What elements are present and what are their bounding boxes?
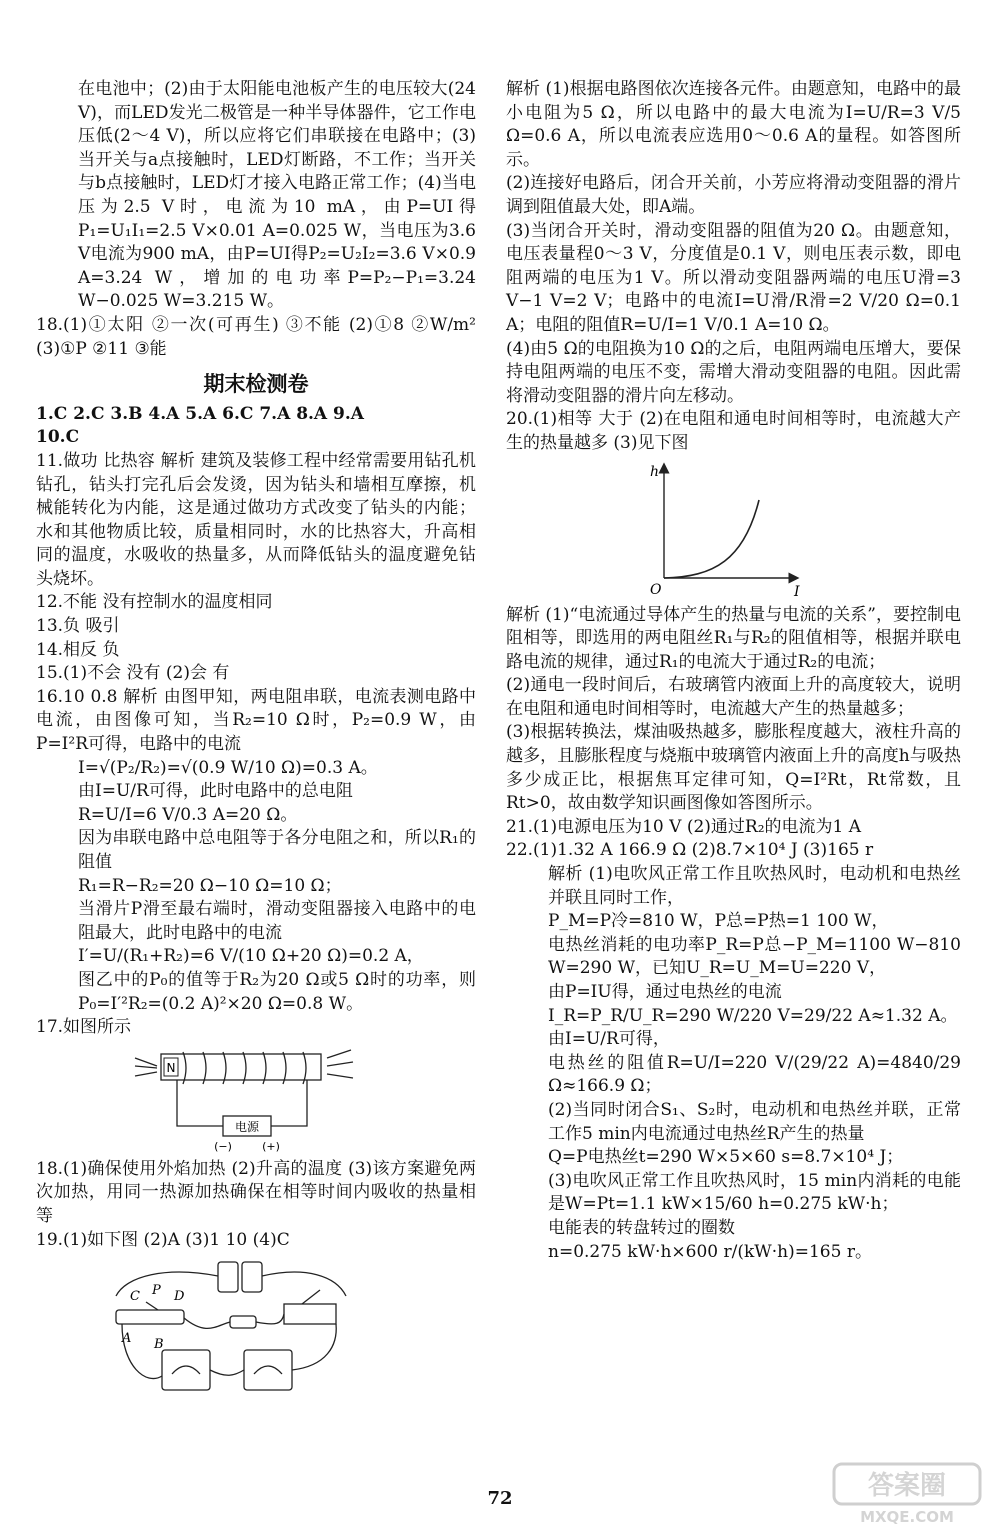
- answer-19: 19.(1)如下图 (2)A (3)1 10 (4)C: [36, 1229, 290, 1250]
- x-axis-label: I: [793, 583, 800, 600]
- answer-17: 17.如图所示: [36, 1017, 132, 1038]
- analysis-19-1: 解析 (1)根据电路图依次连接各元件。由题意知，电路中的最小电阻为5 Ω，所以电路中的最大电流为I=U/R=3 V/5 Ω=0.6 A，所以电流表应选用0～0.6 A的量程。如答图所示。: [506, 79, 961, 170]
- origin-label: O: [649, 581, 661, 598]
- section-heading: 期末检测卷: [203, 372, 309, 397]
- formula-line: n=0.275 kW·h×600 r/(kW·h)=165 r。: [548, 1241, 872, 1262]
- formula-line: 电热丝的阻值R=U/I=220 V/(29/22 A)=4840/29 Ω≈166.9 Ω；: [548, 1052, 961, 1097]
- answer-11: 11.做功 比热容 解析 建筑及装修工程中经常需要用钻孔机钻孔，钻头打完孔后会发烫，因为钻头和墙相互摩擦，机械能转化为内能，这是通过做功方式改变了钻头的内能；水和其他物质比较，质量相同时，水的比热容大，升高相同的温度，水吸收的热量多，从而降低钻头的温度避免钻头烧坏。: [36, 450, 476, 589]
- source-label: 电源: [234, 1119, 260, 1134]
- formula-line: I′=U/(R₁+R₂)=6 V/(10 Ω+20 Ω)=0.2 A，: [78, 946, 424, 967]
- solenoid-figure: [131, 1044, 381, 1154]
- analysis-20-1: 解析 (1)“电流通过导体产生的热量与电流的关系”，要控制电阻相等，即选用的两电阻丝R₁与R₂的阻值相等，根据并联电路电流的规律，通过R₁的电流大于通过R₂的电流；: [506, 604, 961, 672]
- analysis-22: 解析 (1)电吹风正常工作且吹热风时，电动机和电热丝并联且同时工作，: [548, 864, 961, 908]
- terminal-c-label: C: [130, 1289, 140, 1305]
- answer-15: 15.(1)不会 没有 (2)会 有: [36, 663, 230, 684]
- text-line: 当滑片P滑至最右端时，滑动变阻器接入电路中的电阻最大，此时电路中的电流: [78, 899, 476, 943]
- answer-22: 22.(1)1.32 A 166.9 Ω (2)8.7×10⁴ J (3)165 r: [506, 840, 874, 861]
- answer-14: 14.相反 负: [36, 639, 120, 660]
- text-line: 由P=IU得，通过电热丝的电流: [548, 982, 782, 1002]
- svg-text:答案圈: 答案圈: [867, 1471, 947, 1501]
- slider-p-label: P: [152, 1283, 161, 1299]
- formula-line: R=U/I=6 V/0.3 A=20 Ω。: [78, 804, 298, 825]
- answer-18: 18.(1)①太阳 ②一次(可再生) ③不能 (2)①8 ②W/m² (3)①P ②11 ③能: [36, 314, 476, 359]
- right-column: [506, 78, 961, 1264]
- text-line: 电能表的转盘转过的圈数: [548, 1217, 735, 1238]
- answers-1-9: 1.C 2.C 3.B 4.A 5.A 6.C 7.A 8.A 9.A: [36, 403, 364, 424]
- analysis-19-4: (4)由5 Ω的电阻换为10 Ω的之后，电阻两端电压增大，要保持电阻两端的电压不变，需增大滑动变阻器的电阻。因此需将滑动变阻器的滑片向左移动。: [506, 338, 961, 406]
- terminal-a-label: A: [122, 1331, 132, 1347]
- text-line: 因为串联电路中总电阻等于各分电阻之和，所以R₁的阻值: [78, 828, 476, 872]
- plus-label: (+): [262, 1139, 280, 1153]
- text-line: (3)电吹风正常工作且吹热风时，15 min内消耗的电能是W=Pt=1.1 kW×15/60 h=0.275 kW·h；: [548, 1170, 961, 1215]
- text-line: 电热丝消耗的电功率P_R=P总−P_M=1100 W−810 W=290 W，已知U_R=U_M=U=220 V，: [548, 934, 961, 979]
- answer-12: 12.不能 没有控制水的温度相同: [36, 592, 273, 613]
- terminal-d-label: D: [174, 1289, 185, 1305]
- text-line: (2)当同时闭合S₁、S₂时，电动机和电热丝并联，正常工作5 min内电流通过电热丝R产生的热量: [548, 1099, 961, 1144]
- circuit-figure: [106, 1256, 406, 1404]
- answer-18: 18.(1)确保使用外焰加热 (2)升高的温度 (3)该方案避免两次加热，用同一热源加热确保在相等时间内吸收的热量相等: [36, 1158, 476, 1226]
- text-line: 图乙中的P₀的值等于R₂为20 Ω或5 Ω时的功率，则P₀=I′²R₂=(0.2 A)²×20 Ω=0.8 W。: [78, 969, 476, 1014]
- watermark-logo: [832, 1462, 982, 1528]
- n-pole-label: N: [166, 1060, 176, 1075]
- formula-line: I=√(P₂/R₂)=√(0.9 W/10 Ω)=0.3 A。: [78, 757, 378, 778]
- analysis-19-3: (3)当闭合开关时，滑动变阻器的阻值为20 Ω。由题意知，电压表量程0～3 V，分度值是0.1 V，则电压表示数，即电阻两端的电压为1 V。所以滑动变阻器两端的电压U滑=3 V−1 V=2 V；电路中的电流I=U滑/R滑=2 V/20 Ω=0.1 A；电阻的阻值R=U/I=1 V/0.1 A=10 Ω。: [506, 220, 961, 335]
- page-number: 72: [487, 1488, 513, 1509]
- analysis-20-3: (3)根据转换法，煤油吸热越多，膨胀程度越大，液柱升高的越多，且膨胀程度与烧瓶中玻璃管内液面上升的高度h与吸热多少成正比，根据焦耳定律可知，Q=I²Rt，Rt常数，且Rt>0，故由数学知识画图像如答图所示。: [506, 722, 961, 814]
- formula-line: R₁=R−R₂=20 Ω−10 Ω=10 Ω；: [78, 875, 342, 896]
- text-line: 由I=U/R可得，此时电路中的总电阻: [78, 781, 353, 802]
- answer-16: 16.10 0.8 解析 由图甲知，两电阻串联，电流表测电路中电流，由图像可知，当R₂=10 Ω时，P₂=0.9 W，由P=I²R可得，电路中的电流: [36, 686, 476, 755]
- formula-line: P_M=P冷=810 W，P总=P热=1 100 W，: [548, 911, 889, 932]
- h-i-graph: [634, 460, 834, 600]
- svg-text:MXQE.COM: MXQE.COM: [860, 1508, 954, 1526]
- text-paragraph: 在电池中；(2)由于太阳能电池板产生的电压较大(24 V)，而LED发光二极管是一种半导体器件，它工作电压低(2～4 V)，所以应将它们串联接在电路中；(3)当开关与a点接触时，LED灯断路，不工作；当开关与b点接触时，LED灯才接入电路正常工作；(4)当电压为2.5 V时，电流为10 mA，由P=UI得P₁=U₁I₁=2.5 V×0.01 A=0.025 W，当电压为3.6 V电流为900 mA，由P=UI得P₂=U₂I₂=3.6 V×0.9 A=3.24 W，增加的电功率P=P₂−P₁=3.24 W−0.025 W=3.215 W。: [78, 79, 476, 312]
- formula-line: Q=P电热丝t=290 W×5×60 s=8.7×10⁴ J；: [548, 1147, 904, 1168]
- terminal-b-label: B: [154, 1337, 164, 1353]
- analysis-19-2: (2)连接好电路后，闭合开关前，小芳应将滑动变阻器的滑片调到阻值最大处，即A端。: [506, 173, 961, 217]
- curve-line: [664, 500, 759, 578]
- answer-13: 13.负 吸引: [36, 616, 120, 637]
- minus-label: (−): [214, 1139, 232, 1153]
- answer-10: 10.C: [36, 427, 80, 448]
- answer-21: 21.(1)电源电压为10 V (2)通过R₂的电流为1 A: [506, 816, 862, 837]
- formula-line: I_R=P_R/U_R=290 W/220 V=29/22 A≈1.32 A。: [548, 1005, 958, 1026]
- answer-20: 20.(1)相等 大于 (2)在电阻和通电时间相等时，电流越大产生的热量越多 (3)见下图: [506, 409, 961, 453]
- left-column: [36, 78, 476, 1408]
- text-line: 由I=U/R可得，: [548, 1029, 670, 1050]
- analysis-20-2: (2)通电一段时间后，右玻璃管内液面上升的高度较大，说明在电阻和通电时间相等时，电流越大产生的热量越多；: [506, 675, 961, 719]
- y-axis-label: h: [649, 463, 659, 480]
